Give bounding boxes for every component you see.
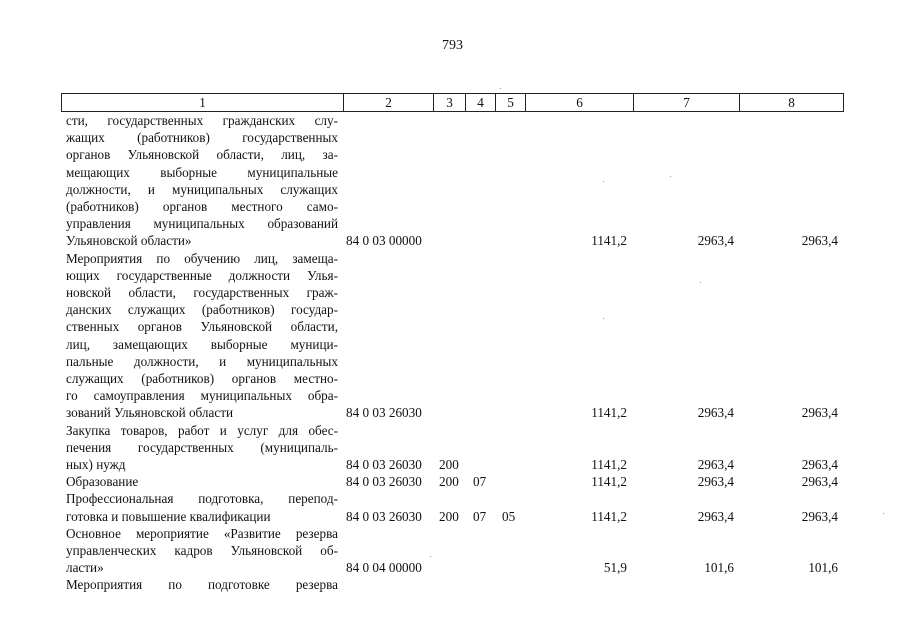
description-line: го самоуправления муниципальных обра- bbox=[66, 388, 338, 404]
description-line: ных) нужд bbox=[66, 457, 126, 473]
description-line: Основное мероприятие «Развитие резерва bbox=[66, 525, 338, 541]
table-row bbox=[0, 422, 905, 474]
expense-type: 200 bbox=[439, 474, 459, 490]
amount-col-8: 101,6 bbox=[808, 560, 838, 576]
description-line: (работников) органов местного само- bbox=[66, 199, 338, 215]
budget-code: 84 0 03 26030 bbox=[346, 457, 422, 473]
table-row bbox=[0, 473, 905, 490]
row-description bbox=[66, 490, 338, 524]
column-header-3: 3 bbox=[434, 94, 466, 112]
section-code: 07 bbox=[473, 474, 487, 490]
budget-code: 84 0 03 26030 bbox=[346, 474, 422, 490]
subsection-code: 05 bbox=[502, 508, 516, 524]
amount-col-7: 2963,4 bbox=[697, 233, 734, 249]
description-line: служащих (работников) органов местно- bbox=[66, 371, 338, 387]
column-header-row bbox=[62, 94, 844, 112]
description-line: мещающих выборные муниципальные bbox=[66, 164, 338, 180]
description-line: данских служащих (работников) государ- bbox=[66, 302, 338, 318]
budget-code: 84 0 03 26030 bbox=[346, 508, 422, 524]
row-description bbox=[66, 112, 338, 250]
description-line: пальные должности, и муниципальных bbox=[66, 353, 338, 369]
budget-code: 84 0 03 00000 bbox=[346, 233, 422, 249]
column-header-1: 1 bbox=[62, 94, 344, 112]
expense-type: 200 bbox=[439, 457, 459, 473]
description-line: Образование bbox=[66, 474, 139, 490]
description-line: зований Ульяновской области bbox=[66, 405, 234, 421]
amount-col-8: 2963,4 bbox=[801, 457, 838, 473]
table-row bbox=[0, 576, 905, 593]
amount-col-7: 2963,4 bbox=[697, 508, 734, 524]
table-row bbox=[0, 525, 905, 577]
amount-col-6: 1141,2 bbox=[591, 508, 627, 524]
description-line: Профессиональная подготовка, перепод- bbox=[66, 491, 338, 507]
column-header-8: 8 bbox=[740, 94, 844, 112]
description-line: ственных органов Ульяновской области, bbox=[66, 319, 338, 335]
column-header-6: 6 bbox=[526, 94, 634, 112]
description-line: Ульяновской области» bbox=[66, 233, 192, 249]
amount-col-6: 1141,2 bbox=[591, 405, 627, 421]
description-line: лиц, замещающих выборные муници- bbox=[66, 336, 338, 352]
description-line: жащих (работников) государственных bbox=[66, 130, 338, 146]
amount-col-8: 2963,4 bbox=[801, 233, 838, 249]
description-line: должности, и муниципальных служащих bbox=[66, 181, 338, 197]
row-description bbox=[66, 422, 338, 474]
description-line: ющих государственные должности Улья- bbox=[66, 267, 338, 283]
description-line: новской области, государственных граж- bbox=[66, 285, 338, 301]
table-body bbox=[0, 112, 905, 594]
description-line: ласти» bbox=[66, 560, 104, 576]
expense-type: 200 bbox=[439, 508, 459, 524]
table-row bbox=[0, 112, 905, 250]
description-line: сти, государственных гражданских слу- bbox=[66, 113, 338, 128]
column-header-2: 2 bbox=[344, 94, 434, 112]
table-row bbox=[0, 250, 905, 422]
amount-col-6: 51,9 bbox=[603, 560, 627, 576]
amount-col-6: 1141,2 bbox=[591, 457, 627, 473]
section-code: 07 bbox=[473, 508, 487, 524]
row-description bbox=[66, 250, 338, 422]
column-header-5: 5 bbox=[496, 94, 526, 112]
budget-code: 84 0 04 00000 bbox=[346, 560, 422, 576]
amount-col-7: 2963,4 bbox=[697, 405, 734, 421]
amount-col-7: 101,6 bbox=[704, 560, 734, 576]
row-description bbox=[66, 576, 338, 593]
row-description bbox=[66, 525, 338, 577]
row-description bbox=[66, 473, 338, 490]
amount-col-8: 2963,4 bbox=[801, 474, 838, 490]
description-line: Закупка товаров, работ и услуг для обес- bbox=[66, 422, 338, 438]
description-line: органов Ульяновской области, лиц, за- bbox=[66, 147, 338, 163]
description-line: Мероприятия по обучению лиц, замеща- bbox=[66, 250, 338, 266]
amount-col-6: 1141,2 bbox=[591, 233, 627, 249]
column-header-4: 4 bbox=[466, 94, 496, 112]
description-line: управленческих кадров Ульяновской об- bbox=[66, 543, 338, 559]
description-line: печения государственных (муниципаль- bbox=[66, 439, 338, 455]
amount-col-8: 2963,4 bbox=[801, 508, 838, 524]
page-number: 793 bbox=[442, 38, 463, 53]
description-line: Мероприятия по подготовке резерва bbox=[66, 577, 338, 593]
description-line: готовка и повышение квалификации bbox=[66, 508, 271, 524]
amount-col-7: 2963,4 bbox=[697, 474, 734, 490]
column-header-table bbox=[61, 93, 844, 112]
column-header-7: 7 bbox=[634, 94, 740, 112]
description-line: управления муниципальных образований bbox=[66, 216, 338, 232]
amount-col-8: 2963,4 bbox=[801, 405, 838, 421]
amount-col-6: 1141,2 bbox=[591, 474, 627, 490]
table-row bbox=[0, 490, 905, 524]
amount-col-7: 2963,4 bbox=[697, 457, 734, 473]
budget-code: 84 0 03 26030 bbox=[346, 405, 422, 421]
